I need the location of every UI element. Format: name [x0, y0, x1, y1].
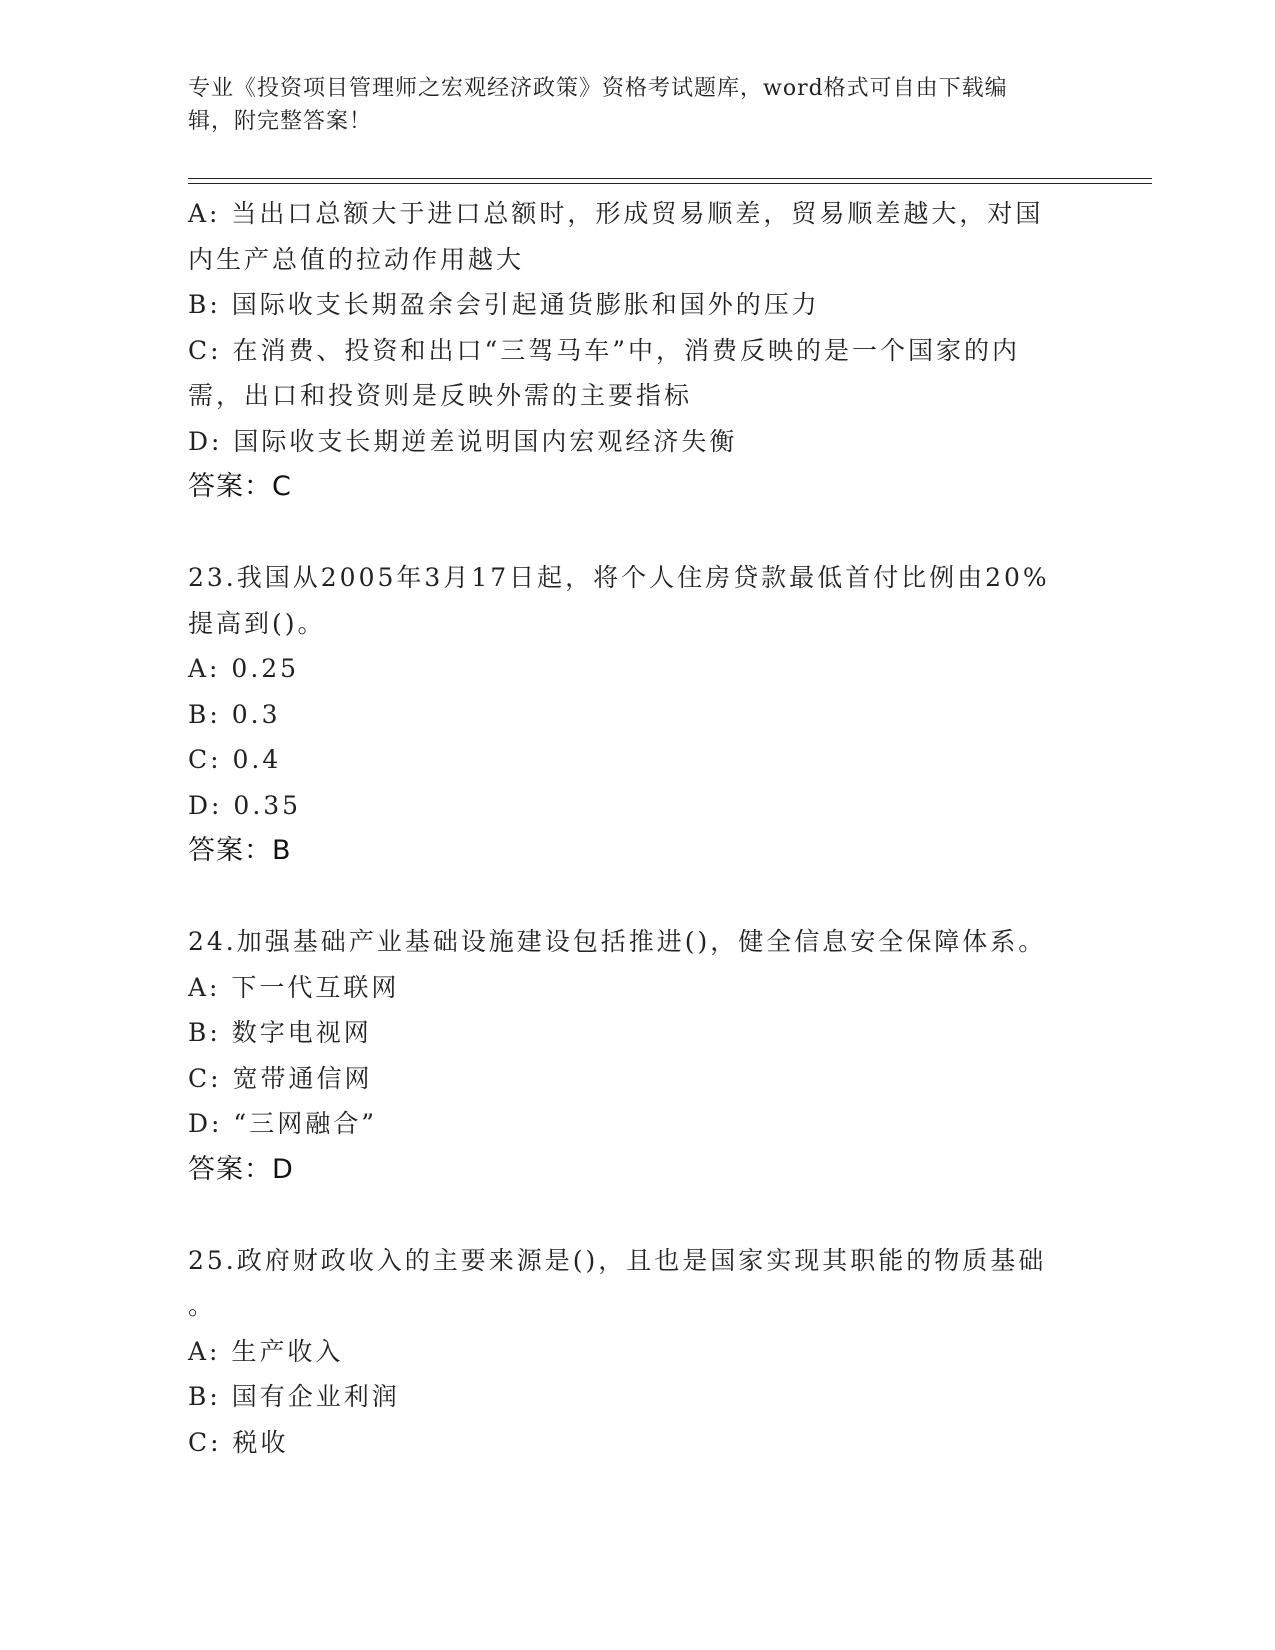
answer-line: 答案：B: [188, 835, 292, 866]
question-23: [188, 555, 1088, 874]
spacer: [188, 1192, 1088, 1238]
document-header: [188, 72, 1068, 138]
option-b: B: 国有企业利润: [188, 1382, 400, 1411]
option-a-line-2: 内生产总值的拉动作用越大: [188, 244, 525, 274]
option-c: C: 0.4: [188, 745, 282, 774]
question-content: [188, 191, 1088, 1465]
option-b: B: 0.3: [188, 699, 281, 729]
option-a: A: 生产收入: [188, 1336, 344, 1366]
header-line-2: 辑，附完整答案！: [188, 109, 373, 134]
question-stem-line-1: 25.政府财政收入的主要来源是()，且也是国家实现其职能的物质基础: [188, 1245, 1047, 1275]
question-24: [188, 919, 1088, 1192]
question-stem-line-2: 。: [188, 1291, 217, 1320]
option-d: D: “三网融合”: [188, 1109, 377, 1138]
header-divider-bottom: [188, 183, 1152, 184]
answer-line: 答案：C: [188, 471, 292, 502]
header-line-1: 专业《投资项目管理师之宏观经济政策》资格考试题库，word格式可自由下载编: [188, 76, 1008, 101]
answer-line: 答案：D: [188, 1153, 294, 1185]
header-divider-top: [188, 178, 1152, 179]
question-stem-line-1: 23.我国从2005年3月17日起，将个人住房贷款最低首付比例由20%: [188, 563, 1050, 592]
option-c-line-1: C: 在消费、投资和出口“三驾马车”中，消费反映的是一个国家的内: [188, 335, 1021, 365]
option-a: A: 0.25: [188, 654, 300, 683]
question-stem-line-2: 提高到()。: [188, 608, 326, 638]
option-c-line-2: 需，出口和投资则是反映外需的主要指标: [188, 381, 693, 410]
question-25: [188, 1238, 1088, 1466]
option-b: B: 数字电视网: [188, 1018, 372, 1047]
spacer: [188, 874, 1088, 920]
option-b: B: 国际收支长期盈余会引起通货膨胀和国外的压力: [188, 290, 820, 319]
option-c: C: 税收: [188, 1427, 289, 1457]
option-c: C: 宽带通信网: [188, 1063, 373, 1093]
question-22-tail: [188, 191, 1088, 510]
option-a-line-1: A: 当出口总额大于进口总额时，形成贸易顺差，贸易顺差越大，对国: [188, 199, 1044, 228]
option-d: D: 0.35: [188, 790, 302, 820]
question-stem-line-1: 24.加强基础产业基础设施建设包括推进()，健全信息安全保障体系。: [188, 927, 1047, 956]
spacer: [188, 510, 1088, 556]
option-d: D: 国际收支长期逆差说明国内宏观经济失衡: [188, 426, 738, 456]
option-a: A: 下一代互联网: [188, 972, 400, 1002]
